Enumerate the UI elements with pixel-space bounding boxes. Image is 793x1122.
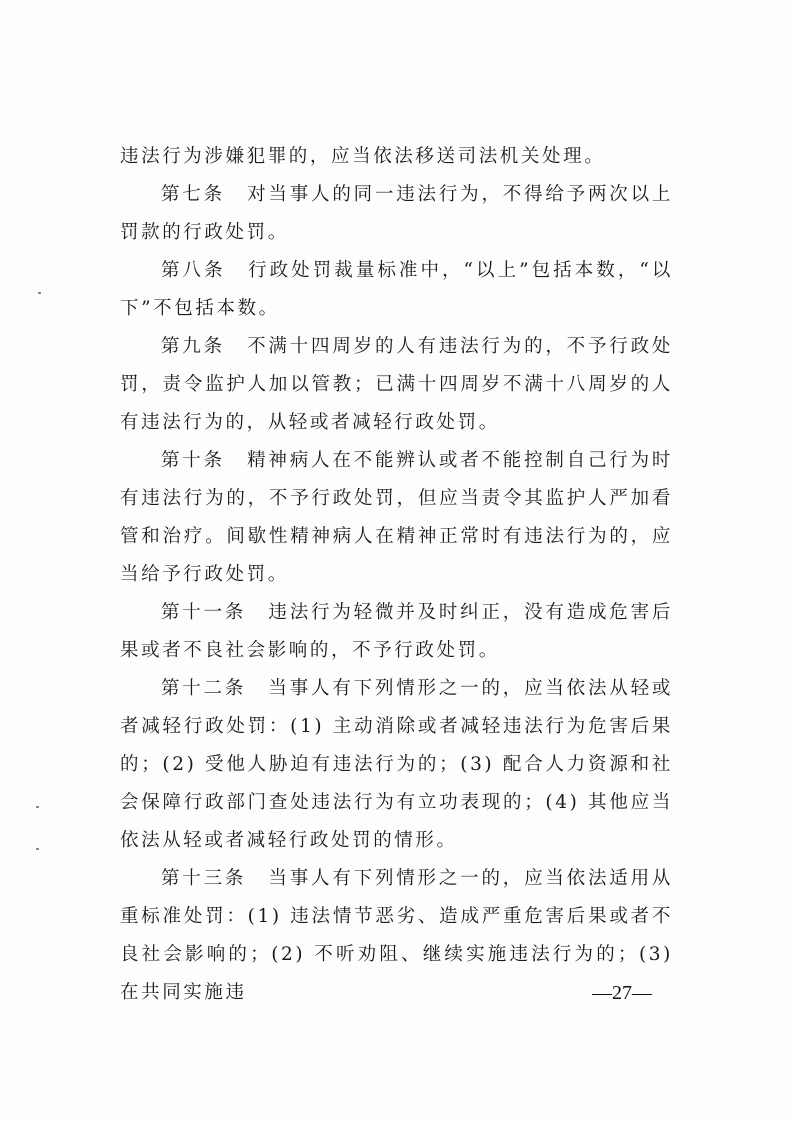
page-number: —27— (592, 982, 652, 1004)
article-9 (120, 328, 673, 442)
article-number: 第九条 (161, 336, 225, 357)
article-number: 第十条 (161, 450, 225, 471)
article-number: 第十一条 (161, 602, 247, 623)
article-10 (120, 442, 673, 594)
paragraph-text: 违法行为涉嫌犯罪的，应当依法移送司法机关处理。 (120, 146, 606, 167)
article-13 (120, 860, 673, 1012)
article-7 (120, 176, 673, 252)
article-number: 第七条 (161, 184, 225, 205)
article-8 (120, 252, 673, 328)
article-11 (120, 594, 673, 670)
scan-speck (36, 848, 39, 850)
body-text (120, 138, 673, 1012)
article-text: 当事人有下列情形之一的，应当依法适用从重标准处罚：(1) 违法情节恶劣、造成严重危害后果或者不良社会影响的；(2) 不听劝阻、继续实施违法行为的；(3) 在共同实施违 (120, 868, 673, 1003)
paragraph-continuation (120, 138, 673, 176)
article-number: 第十三条 (161, 868, 247, 889)
article-text: 当事人有下列情形之一的，应当依法从轻或者减轻行政处罚：(1) 主动消除或者减轻违法行为危害后果的；(2) 受他人胁迫有违法行为的；(3) 配合人力资源和社会保障行政部门查处违法行为有立功表现的；(4) 其他应当依法从轻或者减轻行政处罚的情形。 (120, 678, 673, 851)
article-number: 第十二条 (161, 678, 247, 699)
article-number: 第八条 (161, 260, 226, 281)
article-text: 行政处罚裁量标准中，“以上”包括本数，“以下”不包括本数。 (120, 260, 673, 319)
article-text: 对当事人的同一违法行为，不得给予两次以上罚款的行政处罚。 (120, 184, 673, 243)
article-12 (120, 670, 673, 860)
article-text: 不满十四周岁的人有违法行为的，不予行政处罚，责令监护人加以管教；已满十四周岁不满十八周岁的人有违法行为的，从轻或者减轻行政处罚。 (120, 336, 673, 433)
scan-speck (36, 806, 39, 808)
article-text: 精神病人在不能辨认或者不能控制自己行为时有违法行为的，不予行政处罚，但应当责令其监护人严加看管和治疗。间歇性精神病人在精神正常时有违法行为的，应当给予行政处罚。 (120, 450, 673, 585)
article-text: 违法行为轻微并及时纠正，没有造成危害后果或者不良社会影响的，不予行政处罚。 (120, 602, 673, 661)
scan-speck (38, 292, 41, 294)
